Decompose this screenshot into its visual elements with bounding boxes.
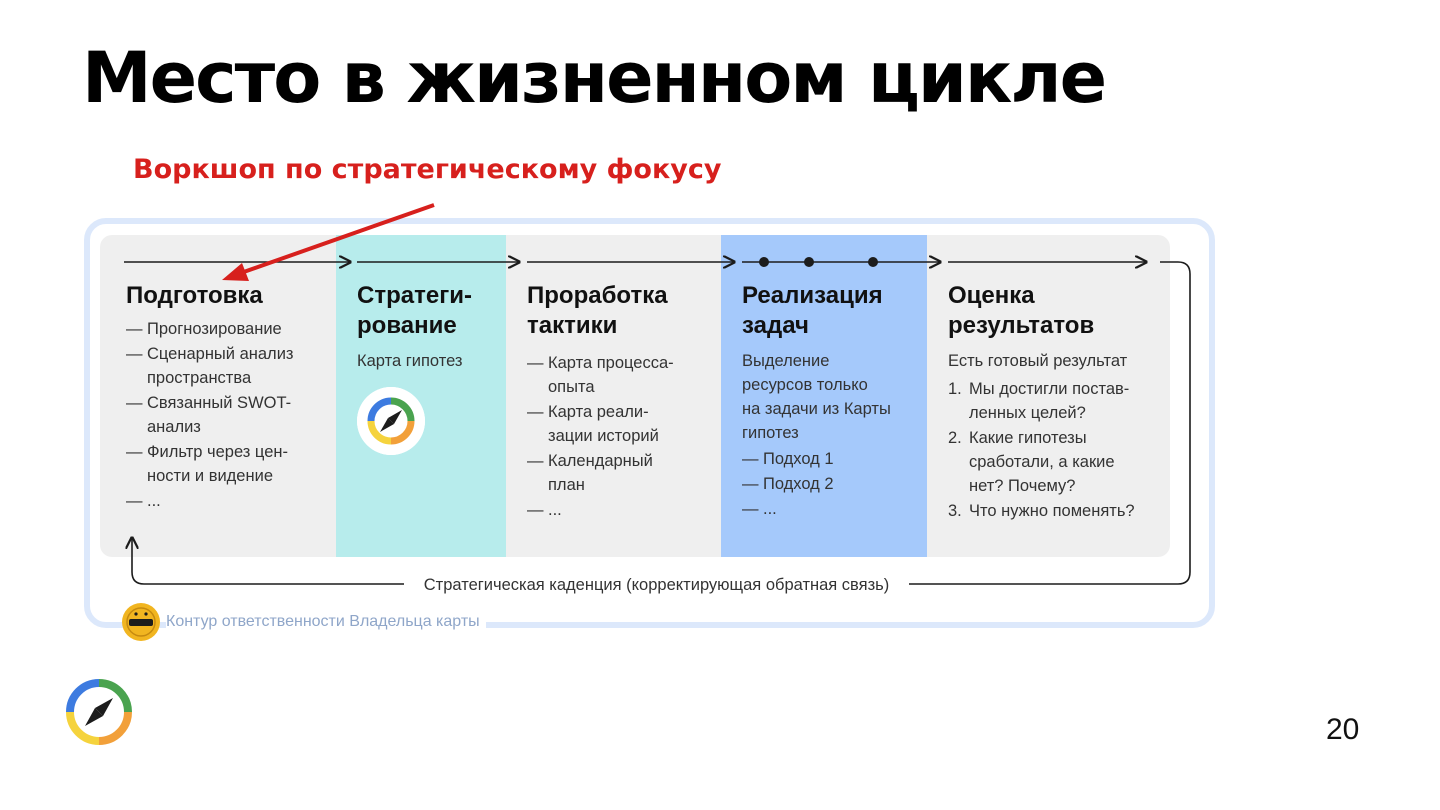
stage-subtitle: Выделение ресурсов только на задачи из Карты гипотез xyxy=(742,352,891,442)
milestone-dot xyxy=(804,257,814,267)
list-item: — ... xyxy=(126,492,161,510)
stage-title: Стратеги- рование xyxy=(357,282,472,339)
slide-title: Место в жизненном цикле xyxy=(82,37,1106,119)
list-item: 3. Что нужно поменять? xyxy=(948,502,1135,520)
list-item: — Подход 2 xyxy=(742,475,834,493)
list-item: — Карта реали- зации историй xyxy=(527,403,659,445)
stage-title: Оценка результатов xyxy=(948,282,1095,339)
list-item: — Связанный SWOT- анализ xyxy=(126,394,292,436)
feedback-loop-label: Стратегическая каденция (корректирующая обратная связь) xyxy=(404,573,909,597)
milestone-dot xyxy=(868,257,878,267)
logo-compass-icon xyxy=(66,679,132,745)
owner-badge-icon xyxy=(121,602,161,642)
list-item: — Фильтр через цен- ности и видение xyxy=(126,443,288,485)
milestone-dot xyxy=(759,257,769,267)
stage-subtitle: Есть готовый результат xyxy=(948,352,1128,370)
annotation-arrow xyxy=(222,205,434,281)
stage-title: Реализация задач xyxy=(742,282,883,339)
list-item: — Карта процесса- опыта xyxy=(527,354,674,396)
list-item: — Календарный план xyxy=(527,452,653,494)
stage-subtitle: Карта гипотез xyxy=(357,352,463,370)
feedback-loop-arrow xyxy=(132,262,1190,584)
owner-contour-label: Контур ответственности Владельца карты xyxy=(166,610,486,634)
page-number: 20 xyxy=(1326,713,1360,746)
stage-title: Проработка тактики xyxy=(527,282,668,339)
list-item: 1. Мы достигли постав- ленных целей? xyxy=(948,380,1130,422)
list-item: — Сценарный анализ пространства xyxy=(126,345,294,387)
stage-title: Подготовка xyxy=(126,282,263,309)
list-item: 2. Какие гипотезы сработали, а какие нет? Почему? xyxy=(948,429,1115,495)
list-item: — ... xyxy=(527,501,562,519)
list-item: — Прогнозирование xyxy=(126,320,282,338)
list-item: — ... xyxy=(742,500,777,518)
list-item: — Подход 1 xyxy=(742,450,834,468)
workshop-annotation: Воркшоп по стратегическому фокусу xyxy=(133,154,722,185)
